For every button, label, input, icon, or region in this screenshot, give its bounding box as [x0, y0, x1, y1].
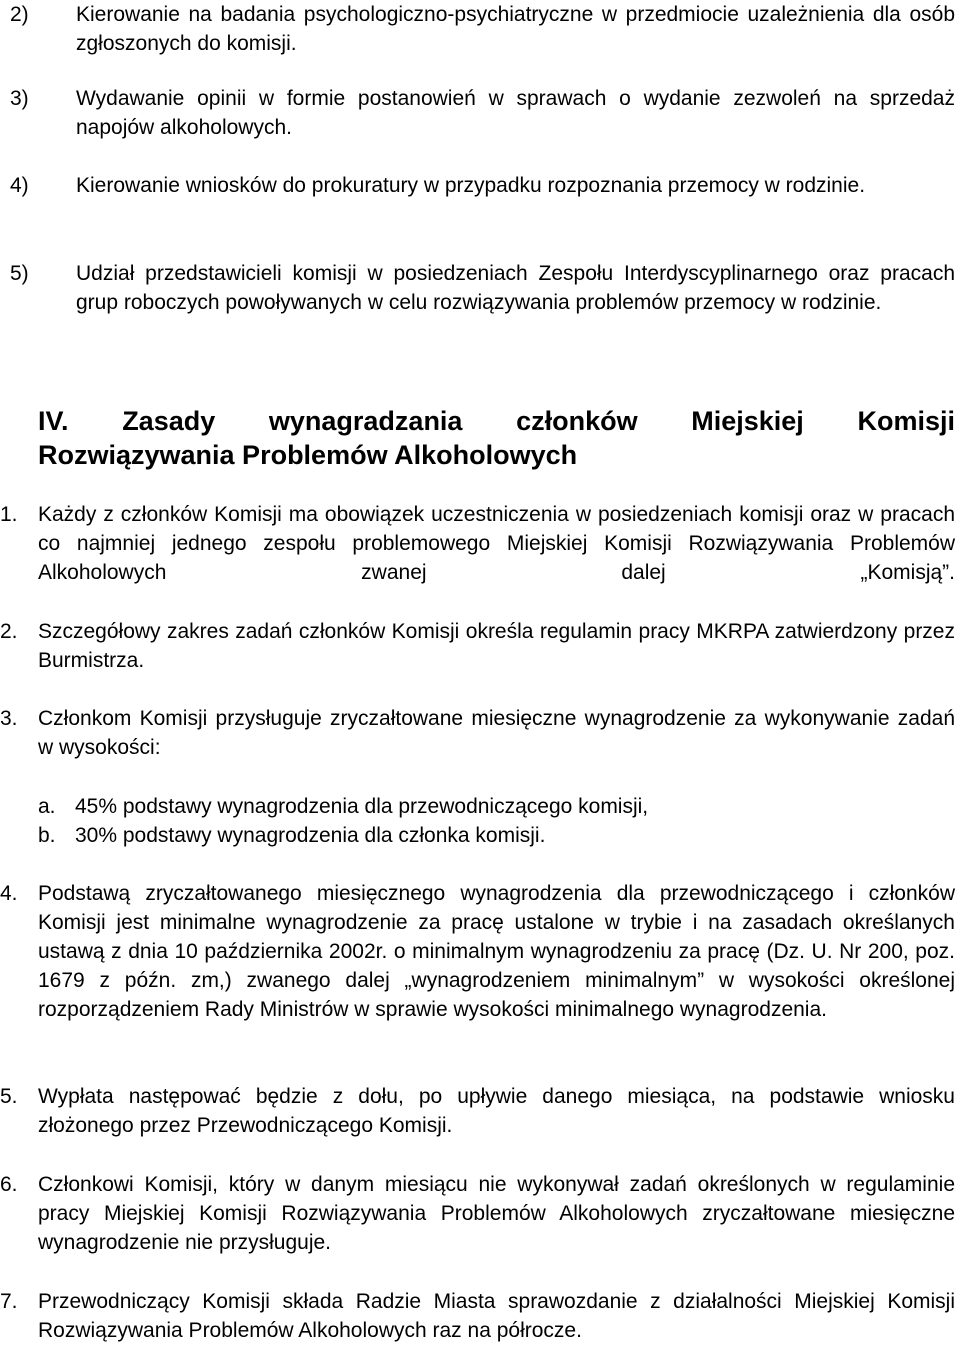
heading-word: Komisji [857, 406, 955, 436]
paragraph [0, 500, 955, 587]
paragraph-number: 5. [0, 1085, 18, 1108]
list-item-number: 2) [10, 3, 29, 26]
paragraph [0, 1287, 955, 1345]
paragraph-text: Podstawą zryczałtowanego miesięcznego wynagrodzenia dla przewodniczącego i członków Komisji jest minimalne wynagrodzenie za pracę ustalone w trybie i na zasadach określanych ustawą z dnia 10 października 2002r. o minimalnym wynagrodzeniu za pracę (Dz. U. Nr 200, poz. 1679 z późn. zm,) zwanego dalej „wynagrodzeniem minimalnym” w wysokości określonej rozporządzeniem Rady Ministrów w sprawie wysokości minimalnego wynagrodzenia. [38, 882, 955, 1021]
list-item [10, 259, 955, 317]
list-item-number: 3) [10, 87, 29, 110]
list-item-text: Wydawanie opinii w formie postanowień w sprawach o wydanie zezwoleń na sprzedaż napojów alkoholowych. [76, 87, 955, 139]
paragraph-number: 2. [0, 620, 18, 643]
paragraph-text: Przewodniczący Komisji składa Radzie Miasta sprawozdanie z działalności Miejskiej Komisji Rozwiązywania Problemów Alkoholowych raz na półrocze. [38, 1290, 955, 1342]
paragraph-number: 4. [0, 882, 18, 905]
paragraph [0, 1170, 955, 1257]
list-item-text: Kierowanie na badania psychologiczno-psychiatryczne w przedmiocie uzależnienia dla osób zgłoszonych do komisji. [76, 3, 955, 55]
sublist-item-text: 45% podstawy wynagrodzenia dla przewodniczącego komisji, [75, 795, 649, 818]
heading-word: Zasady [122, 406, 216, 436]
sublist-item [38, 821, 938, 850]
heading-word: wynagradzania [268, 406, 463, 436]
paragraph-text: Członkowi Komisji, który w danym miesiącu nie wykonywał zadań określonych w regulaminie pracy Miejskiej Komisji Rozwiązywania Problemów Alkoholowych zryczałtowane miesięczne wynagrodzenie nie przysługuje. [38, 1173, 955, 1254]
heading-word: członków [516, 406, 638, 436]
paragraph [0, 879, 955, 1024]
section-heading [38, 404, 955, 472]
sublist-item-letter: a. [38, 795, 56, 818]
list-item-number: 4) [10, 174, 29, 197]
paragraph-number: 6. [0, 1173, 18, 1196]
paragraph-text: Członkom Komisji przysługuje zryczałtowane miesięczne wynagrodzenie za wykonywanie zadań w wysokości: [38, 707, 955, 759]
paragraph-number: 1. [0, 503, 18, 526]
list-item-text: Udział przedstawicieli komisji w posiedzeniach Zespołu Interdyscyplinarnego oraz pracach grup roboczych powoływanych w celu rozwiązywania problemów przemocy w rodzinie. [76, 262, 955, 314]
sublist-item [38, 792, 938, 821]
paragraph-text: Każdy z członków Komisji ma obowiązek uczestniczenia w posiedzeniach komisji oraz w pracach co najmniej jednego zespołu problemowego Miejskiej Komisji Rozwiązywania Problemów Alkoholowych zwanej dalej „Komisją”. [38, 503, 955, 584]
paragraph [0, 704, 955, 762]
section-title-line2: Rozwiązywania Problemów Alkoholowych [38, 440, 578, 470]
list-item [10, 171, 955, 200]
list-item [10, 84, 955, 142]
list-item-number: 5) [10, 262, 29, 285]
sublist-item-letter: b. [38, 824, 56, 847]
paragraph [0, 1082, 955, 1140]
list-item [10, 0, 955, 58]
list-item-text: Kierowanie wniosków do prokuratury w przypadku rozpoznania przemocy w rodzinie. [76, 174, 866, 197]
paragraph-text: Szczegółowy zakres zadań członków Komisji określa regulamin pracy MKRPA zatwierdzony przez Burmistrza. [38, 620, 955, 672]
paragraph-number: 3. [0, 707, 18, 730]
paragraph [0, 617, 955, 675]
paragraph-number: 7. [0, 1290, 18, 1313]
heading-word: Miejskiej [691, 406, 804, 436]
paragraph-text: Wypłata następować będzie z dołu, po upływie danego miesiąca, na podstawie wniosku złożonego przez Przewodniczącego Komisji. [38, 1085, 955, 1137]
sublist-item-text: 30% podstawy wynagrodzenia dla członka komisji. [75, 824, 546, 847]
section-number: IV. [38, 406, 69, 436]
